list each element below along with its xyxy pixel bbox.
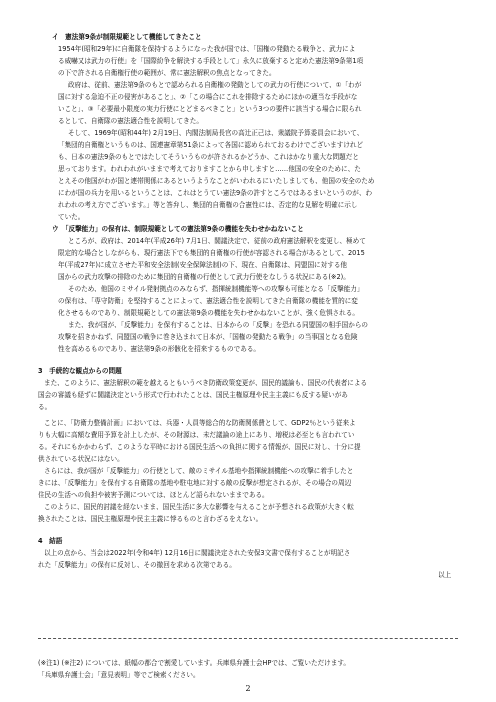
- text-line: 供されている状況にはない。: [38, 455, 124, 463]
- section-heading: ウ 「反撃能力」の保有は、制限規範としての憲法第9条の機能を失わせかねないこと: [52, 225, 304, 233]
- text-line: 1954年(昭和29年)に自衛隊を保持するようになった我が国では、「国権の発動たる戦争と、武力によ: [58, 45, 356, 53]
- text-line: 思っております。われわれがいままで考えておりますことから申しますと……他国の安全のために、た: [58, 165, 361, 173]
- text-line: 年(平成27年)に成立させた平和安全法制(安全保障法制)の下、現在、自衛隊は、同盟国に対する他: [58, 261, 348, 269]
- text-line: にわが国の兵力を用いるということは、これはとうてい憲法9条の許すところではあるまいというのが、わ: [58, 189, 373, 197]
- text-line: とえその他国がわが国と連帯関係にあるというようなことがいわれるにいたしましても、他国の安全のため: [58, 177, 375, 185]
- dashed-separator: [38, 638, 458, 639]
- text-line: るとして、自衛隊の憲法適合性を説明してきた。: [58, 117, 203, 125]
- text-line: きには、「反撃能力」を保有する自衛隊の基地や駐屯地に対する敵の反撃が想定されるが、その場合の周辺: [38, 479, 352, 487]
- text-line: 政府は、従前、憲法第9条のもとで認められる自衛権の発動としての武力の行使について、①「わが: [68, 81, 362, 89]
- text-line: ことに、「防衛力整備計画」においては、兵器・人員等総合的な防衛関係費として、GDP2％という従来よ: [44, 419, 356, 427]
- page-number: 2: [245, 684, 251, 693]
- text-line: また、このように、憲法解釈の範を越えるともいうべき防衛政策変更が、国民的議論も、国民の代表者による: [44, 379, 368, 387]
- text-line: も、日本の憲法9条のもとではたしてそういうものが許されるかどうか、これはかなり重大な問題だと: [58, 153, 359, 161]
- text-line: る。それにもかかわらず、このような平時における国民生活への負担に関する情報が、国民に対し、十分に提: [38, 443, 361, 451]
- text-line: このように、国民的討議を経ないまま、国民生活に多大な影響を与えることが予想される政策が大きく転: [44, 503, 354, 511]
- text-line: ていた。: [58, 213, 85, 221]
- text-line: の保有は、「専守防衛」を堅持することによって、憲法適合性を説明してきた自衛隊の機能を質的に変: [58, 297, 358, 305]
- text-line: 国に対する急迫不正の侵害があること」、②「この場合にこれを排除するためにほかの適当な手段がな: [58, 93, 358, 101]
- closing-text: 以上: [438, 571, 452, 579]
- text-line: また、我が国が、「反撃能力」を保有することは、日本からの「反撃」を恐れる同盟国の相手国からの: [68, 321, 369, 329]
- text-line: ところが、政府は、2014年(平成26年) 7月1日、閣議決定で、従前の政府憲法解釈を変更し、極めて: [68, 237, 366, 245]
- section-heading: 4 結語: [38, 537, 63, 545]
- text-line: 攻撃を招きかねず、同盟国の戦争に巻き込まれて日本が、「国権の発動たる戦争」の当事国となる危険: [58, 333, 358, 341]
- text-line: る。: [38, 403, 52, 411]
- text-line: (※注1) (※注2) については、紙幅の都合で割愛しています。兵庫県弁護士会HPでは、ご覧いただけます。: [38, 659, 351, 667]
- text-line: の下で許される自衛権行使の範囲が、常に憲法解釈の焦点となってきた。: [58, 69, 276, 77]
- text-line: いこと」、③「必要最小限度の実力行使にとどまるべきこと」という3つの要件に該当する場合に限られ: [58, 105, 362, 113]
- text-line: れわれの考え方でございます。」等と答弁し、集団的自衛権の合憲性には、否定的な見解を明確に示し: [58, 201, 358, 209]
- text-line: そして、1969年(昭和44年) 2月19日、内閣法制局長官の高辻正己は、衆議院予算委員会において、: [68, 129, 364, 137]
- text-line: 「集団的自衛権というものは、国連憲章第51条によって各国に認められておるわけでございますけれど: [58, 141, 364, 149]
- section-heading: イ 憲法第9条が制限規範として機能してきたこと: [52, 33, 202, 41]
- text-line: さらには、我が国が「反撃能力」の行使として、敵のミサイル基地や指揮統制機能への攻撃に着手したと: [44, 467, 354, 475]
- text-line: 性を高めるものであり、憲法第9条の形骸化を招来するものである。: [58, 345, 261, 353]
- text-line: 限定的な場合としながらも、現行憲法下でも集団的自衛権の行使が容認される場合があるとして、2015: [58, 249, 365, 257]
- text-line: そのため、他国のミサイル発射拠点のみならず、指揮統制機能等への攻撃も可能となる「反撃能力」: [68, 285, 364, 293]
- text-line: 住民の生活への負担や被害予測については、ほとんど語られないままである。: [38, 491, 269, 499]
- text-line: れた「反撃能力」の保有に反対し、その撤回を求める次第である。: [38, 561, 236, 569]
- text-line: 「兵庫県弁護士会」「意見表明」等でご検索ください。: [38, 671, 200, 679]
- text-line: 国からの武力攻撃の排除のために集団的自衛権の行使として武力行使をなしうる状況にある(※2)。: [58, 273, 350, 281]
- text-line: 換されたことは、国民主権原理や民主主義に悖るものと言わざるをえない。: [38, 515, 263, 523]
- text-line: 化させるものであり、制限規範としての憲法第9条の機能を失わせかねないことが、強く危惧される。: [58, 309, 359, 317]
- text-line: 国会の審議も経ずに閣議決定という形式で行われたことは、国民主権原理や民主主義にも反する疑いがあ: [38, 391, 348, 399]
- text-line: 以上の点から、当会は2022年(令和4年) 12月16日に閣議決定された安保3文書で保有することが明記さ: [44, 549, 351, 557]
- text-line: る威嚇又は武力の行使」を「国際紛争を解決する手段として」永久に放棄すると定めた憲法第9条第1項: [58, 57, 364, 65]
- text-line: りも大幅に高額な費用予算を計上したが、その財源は、未だ議論の途上にあり、増税は必至とも言われてい: [38, 431, 355, 439]
- section-heading: 3 手続的な観点からの問題: [38, 367, 122, 375]
